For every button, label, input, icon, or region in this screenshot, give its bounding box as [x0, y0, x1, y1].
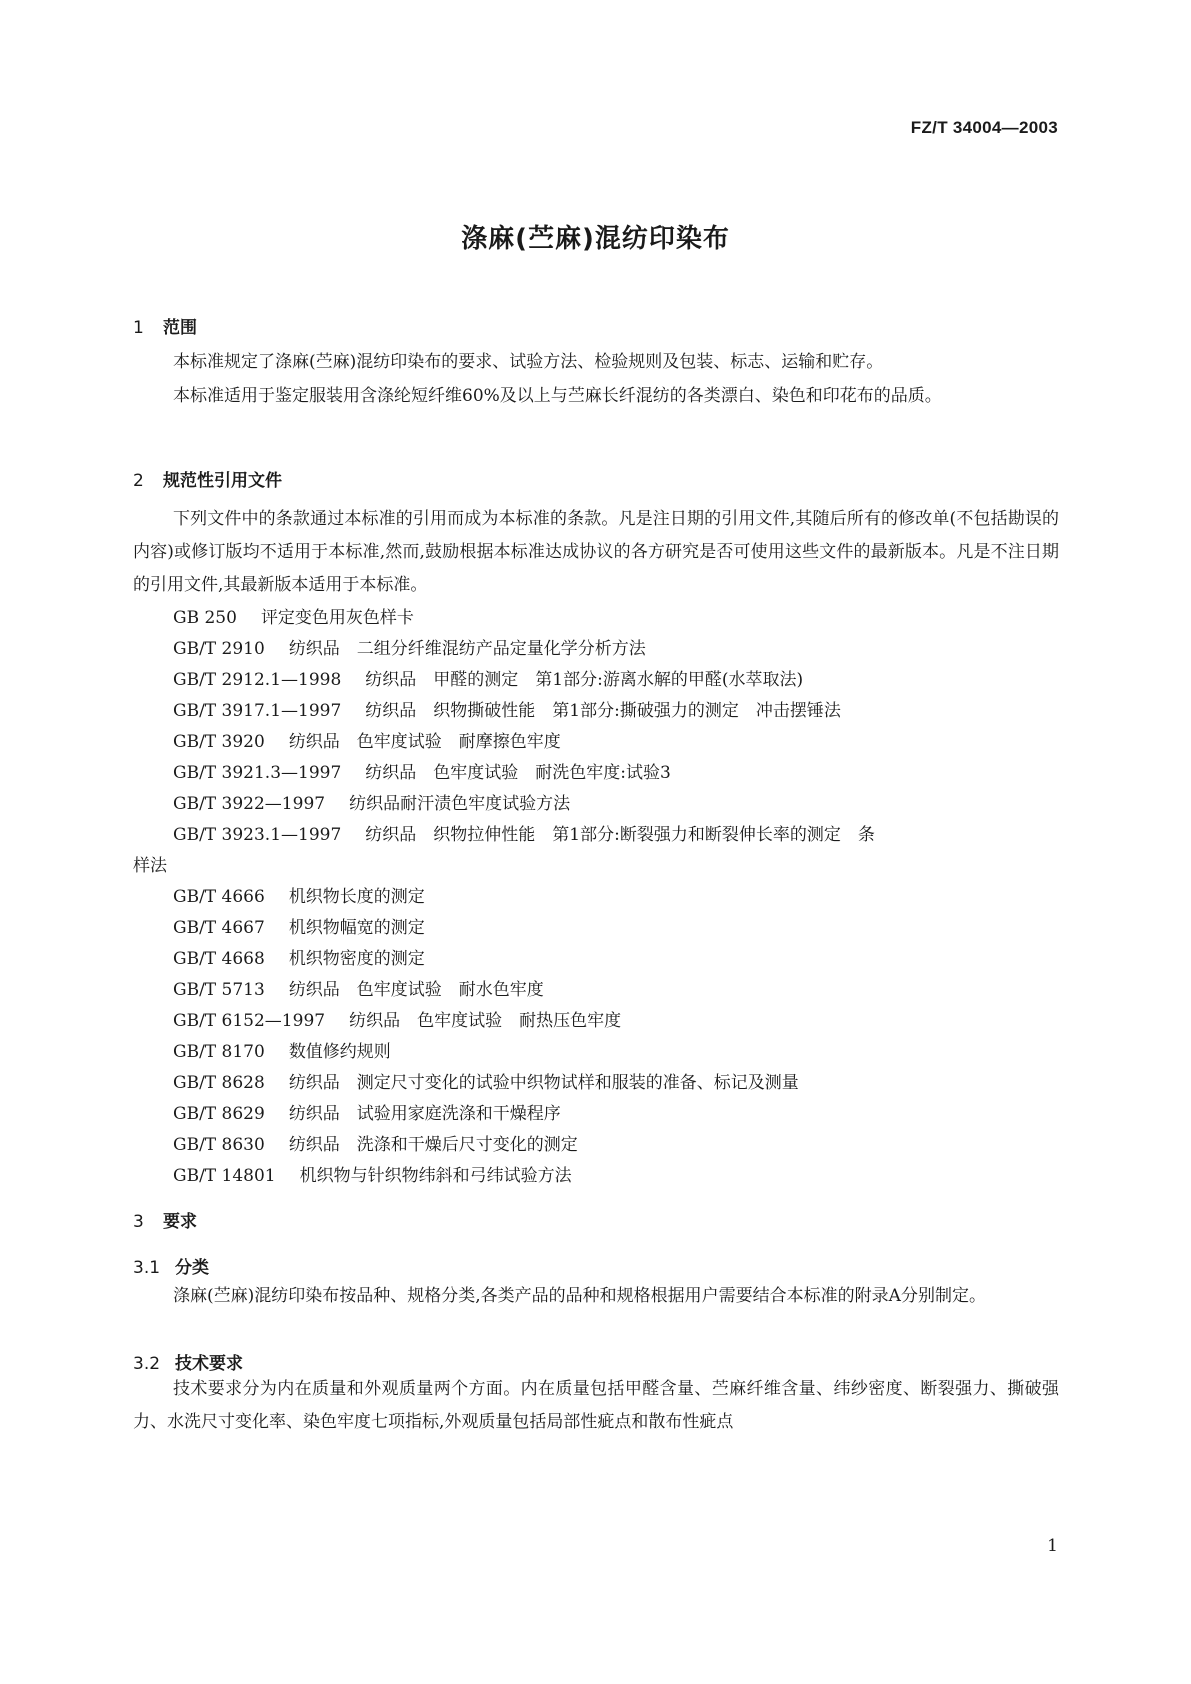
classification-paragraph: 涤麻(苎麻)混纺印染布按品种、规格分类,各类产品的品种和规格根据用户需要结合本标准的附录A分别制定。	[173, 1286, 986, 1306]
reference-title: 纺织品 色牢度试验 耐热压色牢度	[349, 1011, 622, 1031]
page-number: 1	[1047, 1536, 1058, 1556]
reference-title: 机织物密度的测定	[288, 949, 425, 969]
reference-code: GB/T 8628	[173, 1073, 265, 1093]
reference-title: 纺织品 洗涤和干燥后尺寸变化的测定	[288, 1135, 578, 1155]
reference-item	[173, 1130, 578, 1155]
reference-code: GB 250	[173, 608, 237, 628]
document-title: 涤麻(苎麻)混纺印染布	[461, 224, 730, 254]
section-title: 要求	[163, 1212, 197, 1232]
reference-item	[173, 1037, 391, 1062]
reference-code: GB/T 8630	[173, 1135, 265, 1155]
scope-paragraph-1: 本标准规定了涤麻(苎麻)混纺印染布的要求、试验方法、检验规则及包装、标志、运输和贮存。	[173, 352, 884, 372]
reference-item	[173, 665, 803, 690]
reference-code: GB/T 8629	[173, 1104, 265, 1124]
section-number: 1	[133, 318, 144, 338]
reference-item	[173, 820, 875, 845]
section-3-heading	[133, 1207, 197, 1232]
reference-item	[173, 944, 425, 969]
reference-title: 纺织品耐汗渍色牢度试验方法	[349, 794, 571, 814]
subsection-title: 技术要求	[175, 1354, 243, 1374]
reference-item	[173, 789, 570, 814]
reference-title: 纺织品 二组分纤维混纺产品定量化学分析方法	[288, 639, 646, 659]
section-number: 2	[133, 471, 144, 491]
references-intro: 下列文件中的条款通过本标准的引用而成为本标准的条款。凡是注日期的引用文件,其随后所有的修改单(不包括勘误的内容)或修订版均不适用于本标准,然而,鼓励根据本标准达成协议的各方研究是否可使用这些文件的最新版本。凡是不注日期的引用文件,其最新版本适用于本标准。	[133, 509, 1059, 595]
reference-code: GB/T 2910	[173, 639, 265, 659]
reference-title: 机织物与针织物纬斜和弓纬试验方法	[299, 1166, 572, 1186]
reference-title: 纺织品 织物撕破性能 第1部分:撕破强力的测定 冲击摆锤法	[365, 701, 841, 721]
subsection-title: 分类	[175, 1258, 209, 1278]
reference-code: GB/T 4666	[173, 887, 265, 907]
section-2-heading	[133, 466, 282, 491]
subsection-3-2-heading	[133, 1349, 243, 1374]
reference-title: 纺织品 色牢度试验 耐摩擦色牢度	[288, 732, 561, 752]
subsection-number: 3.1	[133, 1258, 161, 1278]
reference-item	[173, 1099, 561, 1124]
reference-code: GB/T 5713	[173, 980, 265, 1000]
reference-title: 机织物幅宽的测定	[288, 918, 425, 938]
section-1-heading	[133, 313, 197, 338]
reference-item	[173, 758, 671, 783]
reference-title: 纺织品 测定尺寸变化的试验中织物试样和服装的准备、标记及测量	[288, 1073, 799, 1093]
reference-title: 机织物长度的测定	[288, 887, 425, 907]
reference-item	[173, 975, 544, 1000]
reference-item	[173, 634, 646, 659]
reference-item	[173, 1161, 572, 1186]
section-title: 规范性引用文件	[163, 471, 282, 491]
reference-title: 纺织品 色牢度试验 耐洗色牢度:试验3	[365, 763, 671, 783]
subsection-number: 3.2	[133, 1354, 161, 1374]
scope-paragraph-2: 本标准适用于鉴定服装用含涤纶短纤维60%及以上与苎麻长纤混纺的各类漂白、染色和印花布的品质。	[173, 386, 942, 406]
reference-code: GB/T 3921.3—1997	[173, 763, 342, 783]
reference-item	[173, 727, 561, 752]
reference-title: 纺织品 织物拉伸性能 第1部分:断裂强力和断裂伸长率的测定 条	[365, 825, 875, 845]
reference-code: GB/T 4668	[173, 949, 265, 969]
reference-code: GB/T 3923.1—1997	[173, 825, 342, 845]
reference-title: 数值修约规则	[288, 1042, 391, 1062]
technical-requirements-paragraph: 技术要求分为内在质量和外观质量两个方面。内在质量包括甲醛含量、苎麻纤维含量、纬纱密度、断裂强力、撕破强力、水洗尺寸变化率、染色牢度七项指标,外观质量包括局部性疵点和散布性疵点	[133, 1379, 1059, 1432]
reference-code: GB/T 3922—1997	[173, 794, 326, 814]
reference-item	[173, 1068, 799, 1093]
reference-item	[173, 696, 841, 721]
reference-code: GB/T 3917.1—1997	[173, 701, 342, 721]
reference-code: GB/T 6152—1997	[173, 1011, 326, 1031]
reference-item	[173, 603, 414, 628]
reference-code: GB/T 2912.1—1998	[173, 670, 342, 690]
reference-title: 评定变色用灰色样卡	[260, 608, 414, 628]
reference-item	[173, 913, 425, 938]
reference-code: GB/T 8170	[173, 1042, 265, 1062]
reference-item	[173, 882, 425, 907]
reference-continuation: 样法	[133, 856, 167, 876]
reference-code: GB/T 4667	[173, 918, 265, 938]
reference-title: 纺织品 色牢度试验 耐水色牢度	[288, 980, 544, 1000]
section-number: 3	[133, 1212, 144, 1232]
reference-code: GB/T 3920	[173, 732, 265, 752]
reference-title: 纺织品 甲醛的测定 第1部分:游离水解的甲醛(水萃取法)	[365, 670, 804, 690]
reference-code: GB/T 14801	[173, 1166, 276, 1186]
reference-title: 纺织品 试验用家庭洗涤和干燥程序	[288, 1104, 561, 1124]
subsection-3-1-heading	[133, 1253, 209, 1278]
reference-item	[173, 1006, 621, 1031]
section-title: 范围	[163, 318, 197, 338]
standard-code: FZ/T 34004—2003	[910, 118, 1058, 137]
